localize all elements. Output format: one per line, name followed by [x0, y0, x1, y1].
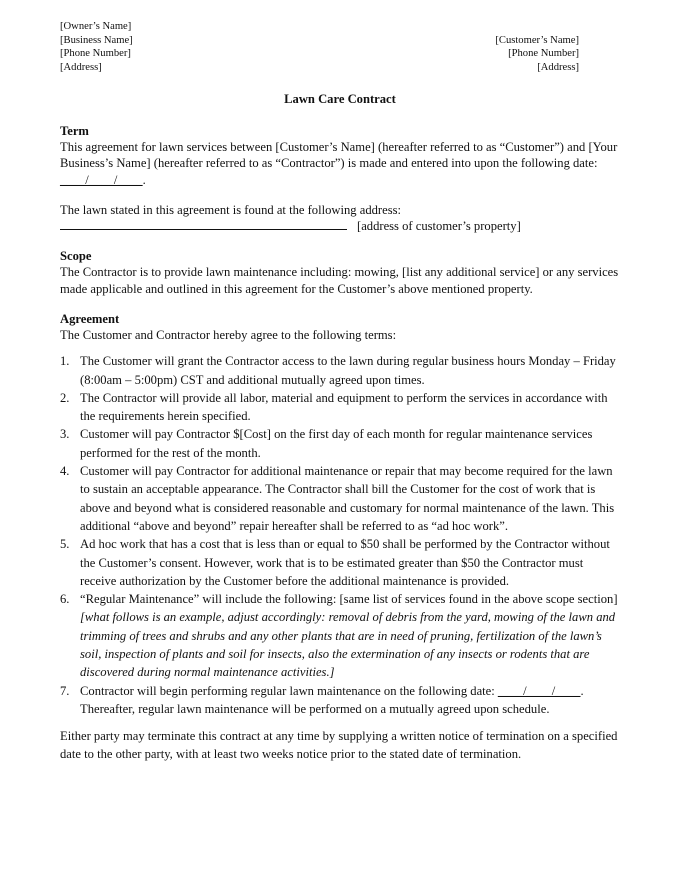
owner-name: [Owner’s Name] — [60, 21, 132, 32]
termination-block — [60, 727, 620, 764]
agreement-intro: The Customer and Contractor hereby agree to the following terms: — [60, 328, 397, 343]
agreement-heading: Agreement — [60, 311, 120, 326]
term-text: This agreement for lawn services between [Customer’s Name] (hereafter referred to as “Customer”) and [Your Business’s Name] (hereafter referred to as “Contractor”) is made and entered into upon the following date: — [60, 140, 618, 171]
list-item — [60, 590, 620, 681]
item-text: Customer will pay Contractor $[Cost] on the first day of each month for regular maintenance services performed for the rest of the month. — [80, 427, 593, 460]
header-block — [60, 20, 620, 76]
list-item — [60, 682, 620, 719]
customer-name: [Customer’s Name] — [495, 34, 579, 46]
list-item — [60, 352, 620, 389]
list-item — [60, 462, 620, 535]
item-text: The Contractor will provide all labor, material and equipment to perform the services in accordance with the requirements herein specified. — [80, 390, 608, 424]
term-end: . — [142, 172, 146, 187]
item-number: 4. — [60, 464, 70, 479]
document-page — [60, 20, 620, 764]
item-number: 6. — [60, 592, 70, 607]
scope-paragraph: The Contractor is to provide lawn maintenance including: mowing, [list any additional service] or any services made applicable and outlined in this agreement for the Customer’s above mentioned property. — [60, 265, 619, 296]
page-title: Lawn Care Contract — [284, 92, 396, 106]
term-paragraph — [60, 139, 620, 188]
list-item — [60, 535, 620, 590]
list-item — [60, 425, 620, 462]
item-text: “Regular Maintenance” will include the following: [same list of services found in the above scope section] — [80, 592, 618, 607]
owner-phone: [Phone Number] — [60, 48, 131, 60]
item-number: 7. — [60, 683, 70, 698]
item-number: 1. — [60, 354, 70, 369]
item-example-text: [what follows is an example, adjust accordingly: removal of debris from the yard, mowing of the lawn and trimming of trees and shrubs and any other plants that are in need of pruning, fertilization of the lawn’s soil, inspection of plants and soil for insects, also the extermination of any insects or rodents that are discovered during normal maintenance activities.] — [80, 610, 616, 680]
item-number: 5. — [60, 537, 70, 552]
terms-list — [60, 352, 620, 718]
term-heading: Term — [60, 124, 89, 138]
list-item — [60, 389, 620, 426]
address-line — [60, 218, 620, 234]
customer-address: [Address] — [537, 61, 579, 73]
address-paragraph: The lawn stated in this agreement is found at the following address: — [60, 202, 401, 217]
business-name: [Business Name] — [60, 34, 133, 46]
scope-heading: Scope — [60, 249, 92, 264]
item-text: The Customer will grant the Contractor access to the lawn during regular business hours Monday – Friday (8:00am – 5:00pm) CST and additional mutually agreed upon times. — [80, 354, 616, 387]
item-text-continued: . Thereafter, regular lawn maintenance will be performed on a mutually agreed upon schedule. — [80, 683, 584, 716]
start-date-blank: ____/____/____ — [497, 683, 581, 698]
address-blank — [60, 218, 347, 230]
item-text: Contractor will begin performing regular lawn maintenance on the following date: — [80, 683, 498, 698]
item-text: Ad hoc work that has a cost that is less than or equal to $50 shall be performed by the Contractor without the Customer’s consent. However, work that is to be estimated greater than $50 the Contractor must receive authorization by the Customer before the additional maintenance is provided. — [80, 537, 610, 588]
customer-info — [60, 34, 579, 75]
item-text: Customer will pay Contractor for additional maintenance or repair that may become required for the lawn to sustain an acceptable appearance. The Contractor shall bill the Customer for the cost of work that is above and beyond what is considered reasonable and customary for normal maintenance of the lawn. This additional “above and beyond” repair hereafter shall be referred to as “ad hoc work”. — [80, 464, 615, 533]
address-placeholder: [address of customer’s property] — [357, 219, 521, 234]
item-number: 3. — [60, 427, 70, 442]
termination-paragraph: Either party may terminate this contract at any time by supplying a written notice of termination on a specified date to the other party, with at least two weeks notice prior to the stated date of termination. — [60, 729, 618, 762]
term-date-blank: ____/____/____ — [60, 172, 143, 187]
item-number: 2. — [60, 390, 70, 405]
customer-phone: [Phone Number] — [508, 48, 579, 60]
owner-address: [Address] — [60, 61, 102, 73]
